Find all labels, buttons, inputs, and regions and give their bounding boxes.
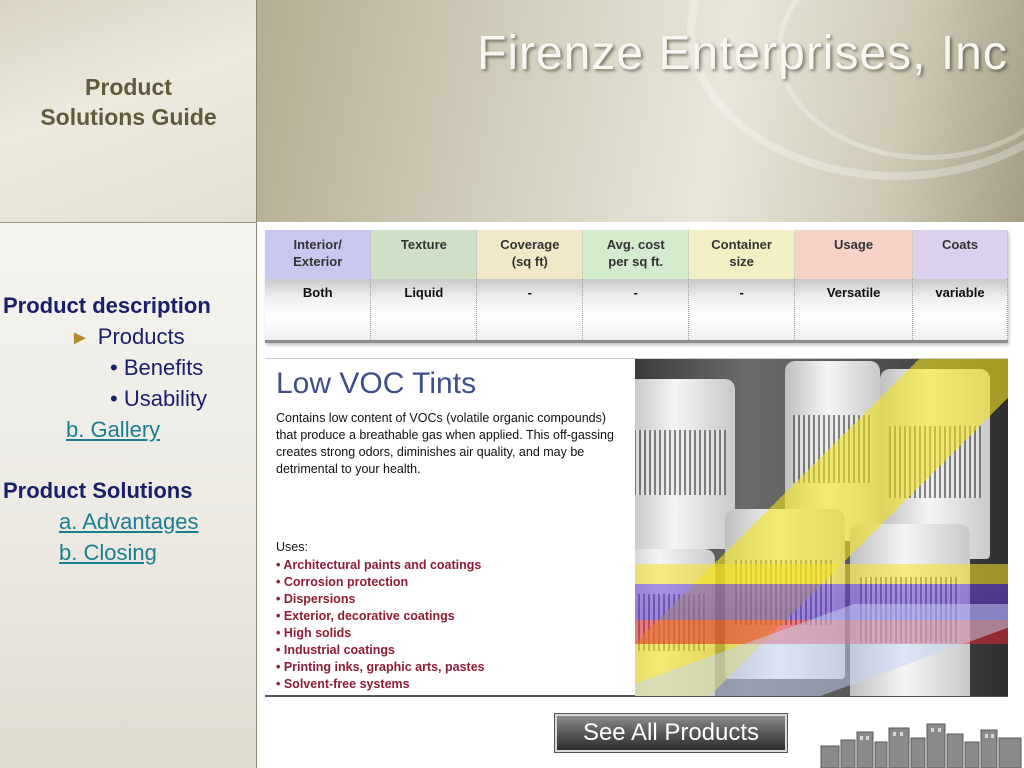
uses-list — [276, 557, 485, 693]
header-banner — [257, 0, 1024, 222]
spec-header-coverage: Coverage (sq ft) — [477, 230, 583, 279]
nav-link-closing[interactable]: b. Closing — [59, 540, 157, 565]
spec-header-coats: Coats — [913, 230, 1008, 279]
list-item: • Exterior, decorative coatings — [276, 609, 455, 623]
nav-heading-product-description[interactable]: Product description — [3, 293, 211, 318]
spec-header-texture: Texture — [371, 230, 477, 279]
nav-item-usability[interactable]: • Usability — [110, 386, 207, 411]
spec-table — [265, 230, 1008, 343]
spec-cell-coverage: - — [477, 279, 583, 342]
spec-cell-coats: variable — [913, 279, 1008, 342]
nav-link-gallery[interactable]: b. Gallery — [66, 417, 161, 442]
guide-title-line1: Product — [85, 74, 172, 100]
spec-cell-avg-cost: - — [583, 279, 689, 342]
list-item: • Architectural paints and coatings — [276, 558, 482, 572]
spec-header-interior-exterior: Interior/ Exterior — [265, 230, 371, 279]
spec-header-avg-cost: Avg. cost per sq ft. — [583, 230, 689, 279]
list-item: • Printing inks, graphic arts, pastes — [276, 660, 485, 674]
sidebar-nav — [0, 222, 257, 768]
guide-title-line2: Solutions Guide — [40, 104, 217, 130]
uses-label: Uses: — [276, 540, 308, 554]
table-row — [265, 279, 1008, 342]
arrow-right-icon: ► — [70, 327, 90, 349]
list-item: • Dispersions — [276, 592, 356, 606]
company-name: Firenze Enterprises, Inc — [477, 27, 1008, 80]
nav-item-products-label: Products — [97, 324, 185, 349]
spec-header-container-size: Container size — [689, 230, 795, 279]
feature-panel — [265, 358, 1008, 697]
nav-link-advantages[interactable]: a. Advantages — [59, 509, 199, 534]
feature-description: Contains low content of VOCs (volatile organic compounds) that produce a breathable gas when applied. This off-gassing creates strong odors, diminishes air quality, and may be detrimental to your health. — [276, 411, 614, 476]
paint-cans-image — [635, 359, 1008, 696]
list-item: • Solvent-free systems — [276, 677, 410, 691]
spec-header-usage: Usage — [795, 230, 913, 279]
list-item: • High solids — [276, 626, 352, 640]
light-blue-tint-band — [635, 604, 1008, 696]
spec-cell-usage: Versatile — [795, 279, 913, 342]
spec-cell-texture: Liquid — [371, 279, 477, 342]
feature-title: Low VOC Tints — [276, 367, 477, 400]
nav-item-benefits[interactable]: • Benefits — [110, 355, 204, 380]
nav-item-products[interactable] — [70, 324, 185, 350]
guide-title — [0, 72, 257, 132]
nav-heading-product-solutions[interactable]: Product Solutions — [3, 478, 193, 503]
spec-cell-container-size: - — [689, 279, 795, 342]
list-item: • Industrial coatings — [276, 643, 395, 657]
city-skyline-logo — [819, 720, 1024, 768]
guide-title-panel — [0, 0, 257, 222]
spec-table-header-row — [265, 230, 1008, 279]
see-all-products-button[interactable]: See All Products — [555, 714, 787, 752]
spec-cell-interior-exterior: Both — [265, 279, 371, 342]
list-item: • Corrosion protection — [276, 575, 409, 589]
main-content — [257, 222, 1024, 768]
